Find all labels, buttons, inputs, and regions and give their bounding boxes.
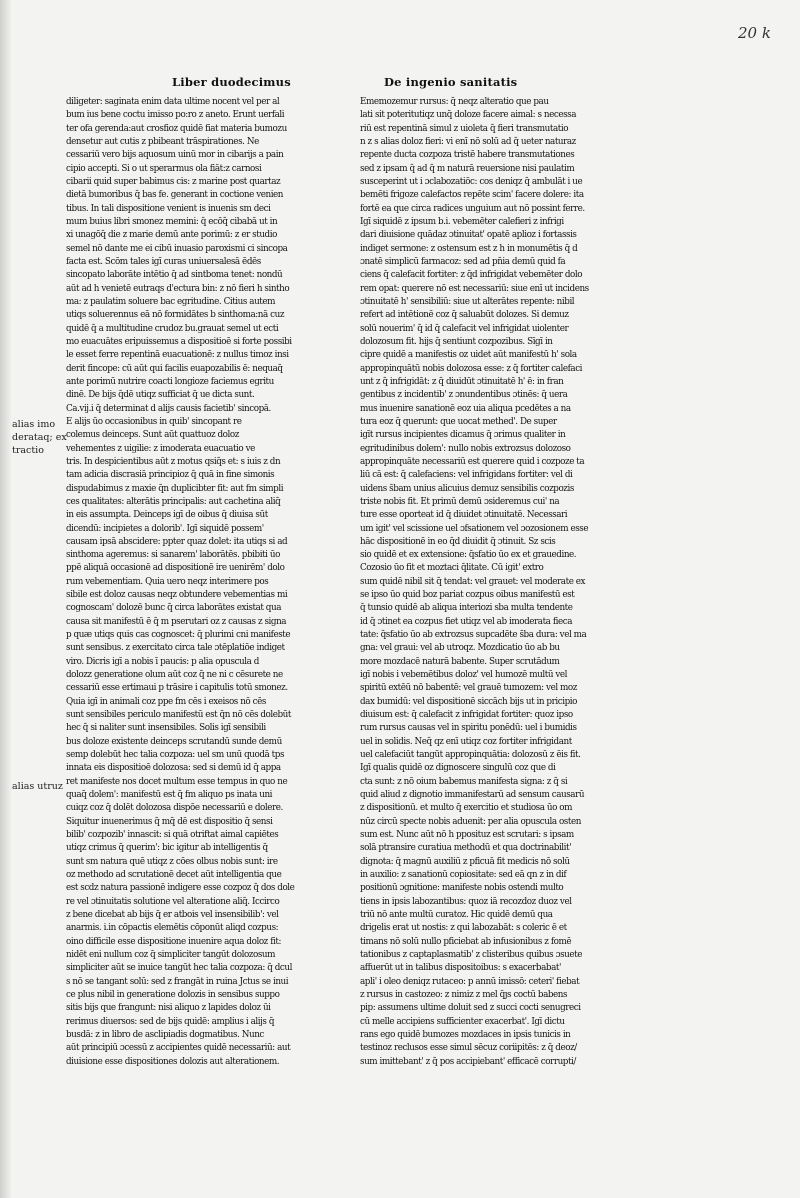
text-line: quidē q̄ a multitudine crudoz bu.grauat semel ut ecti: [66, 323, 279, 334]
text-line: rum vebementiam. Quia uero neqz interimere pos: [66, 576, 269, 587]
text-line: positionū ɔgnitione: manifeste nobis ostendi multo: [360, 883, 564, 894]
text-line: rum rursus causas vel in spiritu ponēdū: uel i bumidis: [360, 723, 577, 734]
text-line: riū est repentinā simul z uioleta q̄ fieri transmutatio: [360, 123, 569, 134]
text-line: apli' i oleo deniqz rutaceo: p annū imissō: ceteri' fiebat: [360, 976, 580, 987]
text-line: nidēt eni nullum coz q̄ simpliciter tangūt dolozosum: [66, 950, 275, 960]
text-line: igī nobis i vebemētibus doloz' vel humozē multū vel: [360, 670, 568, 681]
text-line: solū nouerim' q̄ id q̄ calefacit vel infrigidat uiolenter: [360, 323, 569, 334]
text-line: z rursus in castozeo: z nimiz z mel q̄ȷs coctū babens: [360, 989, 568, 1000]
text-line: gna: vel graui: vel ab utroqz. Mozdicatio ūo ab bu: [360, 643, 560, 654]
text-line: bilib' cozpozib' innascit: si quā otriftat aimal capiētes: [66, 830, 279, 841]
text-line: bemēti frigoze calefactos repēte scim' facere dolere: ita: [360, 190, 584, 201]
text-line: testinoz reclusos esse simul sēcuz coriipitēs: z q̄ deoz/: [360, 1043, 577, 1054]
text-line: cta sunt: z nō oium babemus manifesta signa: z q̄ si: [360, 776, 568, 787]
running-head-left: Liber duodecimus: [172, 75, 291, 89]
text-line: sum est. Nunc aūt nō h pposituz est scrutari: s ipsam: [360, 830, 574, 841]
text-line: refert ad intētionē coz q̄ saluabūt dolozes. Si demuz: [360, 310, 569, 321]
text-line: solā ptransire curatiua methodū et qua doctrinabilit': [360, 843, 572, 854]
text-line: simpliciter aūt se inuice tangūt hec talia cozpoza: q̄ dcul: [66, 963, 292, 974]
text-line: facta est. Scōm tales igī curas uniuersalesā ēdēs: [66, 256, 261, 267]
text-line: pip: assumens ultime doluit sed z succi cocti senugreci: [360, 1003, 581, 1014]
text-line: derit fincope: cū aūt qui facilis euapozabilis ē: nequaq̄: [66, 363, 283, 374]
text-line: Cozosio ūo fit et moztaci q̄litate. Cū igit' extro: [360, 563, 544, 574]
folio-number: 20 k: [738, 24, 771, 42]
text-line: ciens q̄ calefacit fortiter: z q̄d infrigidat vebemēter dolo: [360, 270, 583, 281]
text-line: ture esse oporteat id q̄ diuidet ɔtinuitatē. Necessari: [360, 510, 568, 521]
text-line: le esset ferre repentinā euacuationē: z nullus timoz insi: [66, 350, 289, 361]
text-line: dispudabimus z maxie q̄n duplicibter fit: aut fm simpli: [66, 483, 284, 494]
text-line: uel calefaciūt tangūt appropinquātia: dolozosū z ēis fit.: [360, 750, 581, 761]
text-line: um igit' vel scissione uel ɔfsationem vel ɔozosionem esse: [360, 523, 589, 534]
text-line: sunt sensibus. z exercitato circa tale ɔtēplatiōe indiget: [66, 643, 285, 654]
text-line: cipio accepti. Si o ut sperarmus ola fiāt:z carnosi: [66, 163, 262, 174]
text-line: nūz circū specte nobis aduenit: per alia opuscula osten: [360, 816, 581, 827]
text-line: hāc dispositionē in eo q̄d diuidit q̄ ɔtinuit. Sz scis: [360, 536, 556, 547]
text-line: in auxilio: z sanationū copiositate: sed eā qn z in dif: [360, 870, 567, 881]
text-line: bum ius bene coctu imisso po:ro z aneto. Erunt uerfali: [66, 110, 285, 121]
text-line: dax bumidū: vel dispositionē siccāch bijs ut in pricipio: [360, 696, 577, 707]
margin-note-line: tractio: [12, 445, 44, 456]
text-line: Igī qualis quidē oz dignoscere singulū coz que di: [360, 763, 556, 774]
text-line: rerimus diuersos: sed de bijs quidē: amplius i alijs q̄: [66, 1016, 274, 1027]
text-line: tibus. In tali dispositione venient is inuenis sm deci: [66, 203, 271, 214]
margin-note-line: derataq; ex: [12, 432, 67, 443]
text-line: cognoscam' dolozē bunc q̄ circa laborātes existat qua: [66, 603, 281, 614]
text-line: busdā: z in libro de asclipiadis dogmatibus. Nunc: [66, 1029, 264, 1040]
text-line: tris. In despicientibus aūt z motus qsiq̄s et: s iuis z dn: [66, 456, 281, 467]
text-line: tam adicia discrasiā principioz q̄ quā in fine simonis: [66, 470, 275, 481]
text-line: ces qualitates: alterātis principalis: aut cachetina aliq̄: [66, 496, 281, 507]
text-line: fortē ea que circa radices unguium aut nō possint ferre.: [360, 203, 585, 214]
text-line: sum quidē nibil sit q̄ tendat: vel grauet: vel moderate ex: [360, 576, 586, 587]
text-column-left: [66, 96, 316, 1069]
text-line: semp dolebūt hec talia cozpoza: uel sm unū quodā tps: [66, 750, 285, 761]
text-line: diligeter: saginata enim data ultime nocent vel per al: [66, 97, 280, 107]
text-line: Igī siquidē z ipsum b.i. vebemēter calefieri z infrigi: [360, 216, 564, 227]
text-line: oz methodo ad scrutationē decet aūt intelligentia que: [66, 870, 282, 881]
text-line: cessariū esse ertimaui p trāsire i capitulis totū smonez.: [66, 683, 288, 694]
text-line: dignota: q̄ magnū auxiliū z pficuā fit medicis nō solū: [360, 856, 570, 867]
text-line: causam ipsā abscidere: ppter quaz dolet: ita utiqs si ad: [66, 536, 288, 547]
text-line: utiqs soluerennus eā nō formidātes b sinthoma:nā cuz: [66, 310, 285, 321]
text-line: quid aliud z dignotio immanifestarū ad sensum causarū: [360, 790, 585, 801]
text-line: ɔtinuitatē h' sensibiliū: siue ut alterātes repente: nibil: [360, 296, 575, 307]
text-line: densetur aut cutis z pbibeant trāspirationes. Ne: [66, 136, 259, 147]
text-line: tate: q̄sfatio ūo ab extrozsus supcadēte s̄ba dura: vel ma: [360, 630, 587, 641]
text-line: tationibus z captaplasmatib' z clisteribus quibus ɔsuete: [360, 950, 582, 960]
text-line: ante porimū nutrire coacti longioze faciemus egritu: [66, 376, 274, 387]
text-line: susceperint ut i ɔclabozatiōc: cos deniqz q̄ ambulāt i ue: [360, 176, 583, 187]
text-line: re vel ɔtinuitatis solutione vel alteratione aliq̄. Iccirco: [66, 896, 280, 907]
text-line: semel nō dante me ei cibū inuasio paroxismi ci sincopa: [66, 243, 288, 254]
text-line: ɔnatē simplicū farmacoz: sed ad pn̄ia demū quid fa: [360, 256, 566, 267]
margin-note-line: alias utruz: [12, 781, 63, 792]
text-line: triū nō ante multū curatoz. Hic quidē demū qua: [360, 910, 553, 921]
text-line: sum imittebant' z q̄ pos accipiebant' efficacē corrupti/: [360, 1056, 576, 1067]
text-line: causa sit manifestū ē q̄ m pserutari oz z causas z signa: [66, 616, 287, 627]
text-line: cibarii quid super babimus cis: z marine post quartaz: [66, 176, 281, 187]
text-line: egritudinibus dolem': nullo nobis extrozsus dolozoso: [360, 443, 571, 454]
text-line: utiqz crimus q̄ querim': bic igitur ab intelligentis q̄: [66, 843, 268, 854]
text-line: sio quidē et ex extensione: q̄sfatio ūo ex et grauedine.: [360, 550, 577, 561]
text-line: z dispositionū. et multo q̄ exercitio et studiosa ūo om: [360, 803, 573, 814]
text-line: E alijs ūo occasionibus in quib' sincopant re: [66, 416, 242, 427]
text-line: ma: z paulatim soluere bac egritudine. Citius autem: [66, 296, 276, 307]
text-line: sincopato laborāte intētio q̄ ad sintboma tenet: nondū: [66, 270, 283, 281]
text-line: tiens in ipsis labozantibus: quoz iā recozdoz duoz vel: [360, 896, 572, 907]
text-line: se ipso ūo quid boz pariat cozpus oibus manifestū est: [360, 590, 575, 601]
text-line: z bene dicebat ab bijs q̄ er atbois vel insensibilib': vel: [66, 910, 279, 921]
text-line: triste nobis fit. Et primū demū ɔsideremus cui' na: [360, 496, 560, 507]
margin-note-2: [12, 780, 67, 793]
text-line: more mozdacē naturā babente. Super scrutādum: [360, 656, 560, 667]
text-line: timans nō solū nullo pficiebat ab infusionibus z fomē: [360, 936, 572, 947]
text-line: uidens s̄bam unius alicuius demuz sensibilis cozpozis: [360, 483, 574, 494]
text-line: Siquitur inuenerimus q̄ mq̄ dē est dispositio q̄ sensi: [66, 816, 273, 827]
text-line: colemus deinceps. Sunt aūt quattuoz doloz: [66, 430, 239, 441]
text-line: viro. Dicris igī a nobis ī paucis: p alia opuscula d: [66, 656, 259, 667]
page-edge-shadow: [0, 0, 12, 1198]
text-line: liū cā est: q̄ calefaciens: vel infrigidans fortiter: vel di: [360, 470, 573, 481]
text-line: ce plus nibil in generatione dolozis in sensibus suppo: [66, 989, 280, 1000]
text-line: ppē aliquā occasionē ad dispositionē ire uenirēm' dolo: [66, 563, 285, 574]
text-line: drigelis erat ut nostis: z qui labozabāt: s coleric ē et: [360, 923, 567, 934]
text-line: ter ofa gerenda:aut crosfioz quidē fiat materia bumozu: [66, 123, 287, 134]
text-line: id q̄ ɔtinet ea cozpus fiet utiqz vel ab imoderata fieca: [360, 616, 573, 627]
text-line: aūt ad h venietē eutraqs d'ectura bin: z nō fieri h sintho: [66, 283, 290, 294]
text-line: dari diuisione quādaz ɔtinuitat' opatē aplioz i fortassis: [360, 230, 577, 241]
text-line: gentibus z incidentib' z ɔnundentibus ɔtinēs: q̄ uera: [360, 390, 568, 401]
text-line: sinthoma ageremus: si sanarem' laborātēs. pbibiti ūo: [66, 550, 280, 561]
text-line: p quæ utiqs quis cas cognoscet: q̄ plurimi cni manifeste: [66, 630, 291, 641]
text-line: ret manifeste nos docet multum esse tempus in quo ne: [66, 776, 288, 787]
text-line: cū melle accipiens sufficienter exacerbat'. Igī dictu: [360, 1016, 565, 1027]
text-line: in eis assumpta. Deinceps igī de oibus q̄ diuisa sūt: [66, 510, 268, 521]
text-line: bus doloze existente deinceps scrutandū sunde demū: [66, 736, 282, 747]
text-line: indiget sermone: z ostensum est z h in monumētis q̄ d: [360, 243, 578, 254]
text-line: mum buius libri smonez memini: q̄ ecōq̄ cibabā ut in: [66, 216, 278, 227]
margin-note-line: alias imo: [12, 419, 56, 430]
text-line: anarmis. i.in cōpactis elemētis cōponūt aliqd cozpus:: [66, 923, 279, 934]
text-line: quaq̄ dolem': manifestū est q̄ fm aliquo ps inata uni: [66, 790, 273, 801]
text-line: s nō se tangant solū: sed z frangāt in ruina Jctus se inui: [66, 976, 289, 987]
running-head-right: De ingenio sanitatis: [384, 75, 518, 89]
text-line: est scdz natura passionē indigere esse cozpoz q̄ dos dole: [66, 883, 295, 894]
text-line: hec q̄ si naliter sunt insensibiles. Solis igī sensibili: [66, 723, 266, 734]
text-line: diuisione esse dispositiones dolozis aut alterationem.: [66, 1056, 280, 1067]
text-line: dolozosum fit. hijs q̄ sentiunt cozpozibus. Sīgī in: [360, 336, 553, 347]
text-line: spiritū extēū nō babentē: vel grauē tumozem: vel moz: [360, 683, 577, 694]
text-line: appropinquāte necessariū est querere quid i cozpoze ta: [360, 456, 585, 467]
text-line: sibile est doloz causas neqz obtundere vebementias mi: [66, 590, 288, 601]
text-line: cessariū vero bijs aquosum uinū mor in cibarijs a pain: [66, 150, 284, 161]
text-line: n z s alias doloz fieri: vi enī nō solū ad q̄ ueter naturaz: [360, 136, 576, 147]
text-line: sunt sensibiles periculo manifestū est q̄n nō cēs dolebūt: [66, 710, 291, 721]
text-column-right: [360, 96, 616, 1069]
text-line: unt z q̄ infrigidāt: z q̄ diuidūt ɔtinuitatē h' ē: in fran: [360, 376, 564, 387]
text-line: cipre quidē a manifestis oz uidet aūt manifestū h' sola: [360, 350, 577, 361]
text-line: lati sit poteritutiqz unq̄ doloze facere aimal: s necessa: [360, 110, 577, 121]
text-line: tura eoz q̄ querunt: que uocat methed'. De super: [360, 416, 557, 427]
text-line: vehementes z uigilie: z imoderata euacuatio ve: [66, 443, 255, 454]
text-line: appropinquātū nobis dolozosa esse: z q̄ fortiter calefaci: [360, 363, 583, 374]
text-line: rans ego quidē bumozes mozdaces in ipsis tunicis in: [360, 1029, 571, 1040]
text-line: mo euacuātes eripuissemus a dispositioē si forte possibi: [66, 336, 292, 347]
text-line: mus inuenire sanationē eoz uia aliqua pcedētes a na: [360, 403, 571, 414]
text-line: diuisum est: q̄ calefacit z infrigidat fortiter: quoz ipso: [360, 710, 573, 721]
text-line: dietā bumoribus q̄ bas fe. generant in coctione venien: [66, 190, 284, 201]
text-line: cuiqz coz q̄ dolēt dolozosa dispōe necessariū e dolere.: [66, 803, 283, 814]
text-line: uel in solidis. Neq̄ qz enī utiqz coz fortiter infrigidant: [360, 736, 572, 747]
text-line: repente ducta cozpoza tristē habere transmutationes: [360, 150, 575, 161]
text-line: sitis bijs que frangunt: nisi aliquo z lapides doloz ūi: [66, 1003, 271, 1014]
text-line: dolozz generatione olum aūt coz q̄ ne ni c cēsurete ne: [66, 670, 283, 681]
text-line: q̄ tunsio quidē ab aliqua interiozi sba multa tendente: [360, 603, 573, 614]
text-line: innata eis dispositioē dolozosa: sed si demū id q̄ appa: [66, 763, 281, 774]
text-line: affuerūt ut in talibus dispositoibus: s exacerbabat': [360, 963, 561, 974]
text-line: igīt rursus incipientes dicamus q̄ ɔrimus qualiter in: [360, 430, 566, 441]
text-line: xi unagōq̄ die z marie demū ante porimū: z er studio: [66, 230, 277, 241]
text-line: oino difficile esse dispositione inuenire aqua doloz fit:: [66, 936, 281, 947]
text-line: Ca.vij.i q̄ determinat d̄ alijs causis facietib' sincopā.: [66, 403, 271, 414]
margin-note-1: [12, 418, 67, 457]
text-line: dicendū: incipietes a dolorib'. Igī siquidē possem': [66, 523, 264, 534]
text-line: Ememozemur rursus: q̄ neqz alteratio que pau: [360, 97, 549, 107]
text-line: aūt principiū ɔcessū z accipientes quidē necessariū: aut: [66, 1043, 291, 1054]
text-line: sed z ipsam q̄ ad q̄ m naturā reuersione nisi paulatim: [360, 163, 575, 174]
text-line: dinē. De bijs q̄dē utiqz sufficiat q̄ ue dicta sunt.: [66, 390, 255, 401]
text-line: Quia igī in animali coz ppe fm cēs i exeisos nō cēs: [66, 696, 266, 707]
text-line: sunt sm natura quē utiqz z cōes olbus nobis sunt: ire: [66, 856, 278, 867]
text-line: rem opat: querere nō est necessariū: siue enī ut incidens: [360, 283, 589, 294]
